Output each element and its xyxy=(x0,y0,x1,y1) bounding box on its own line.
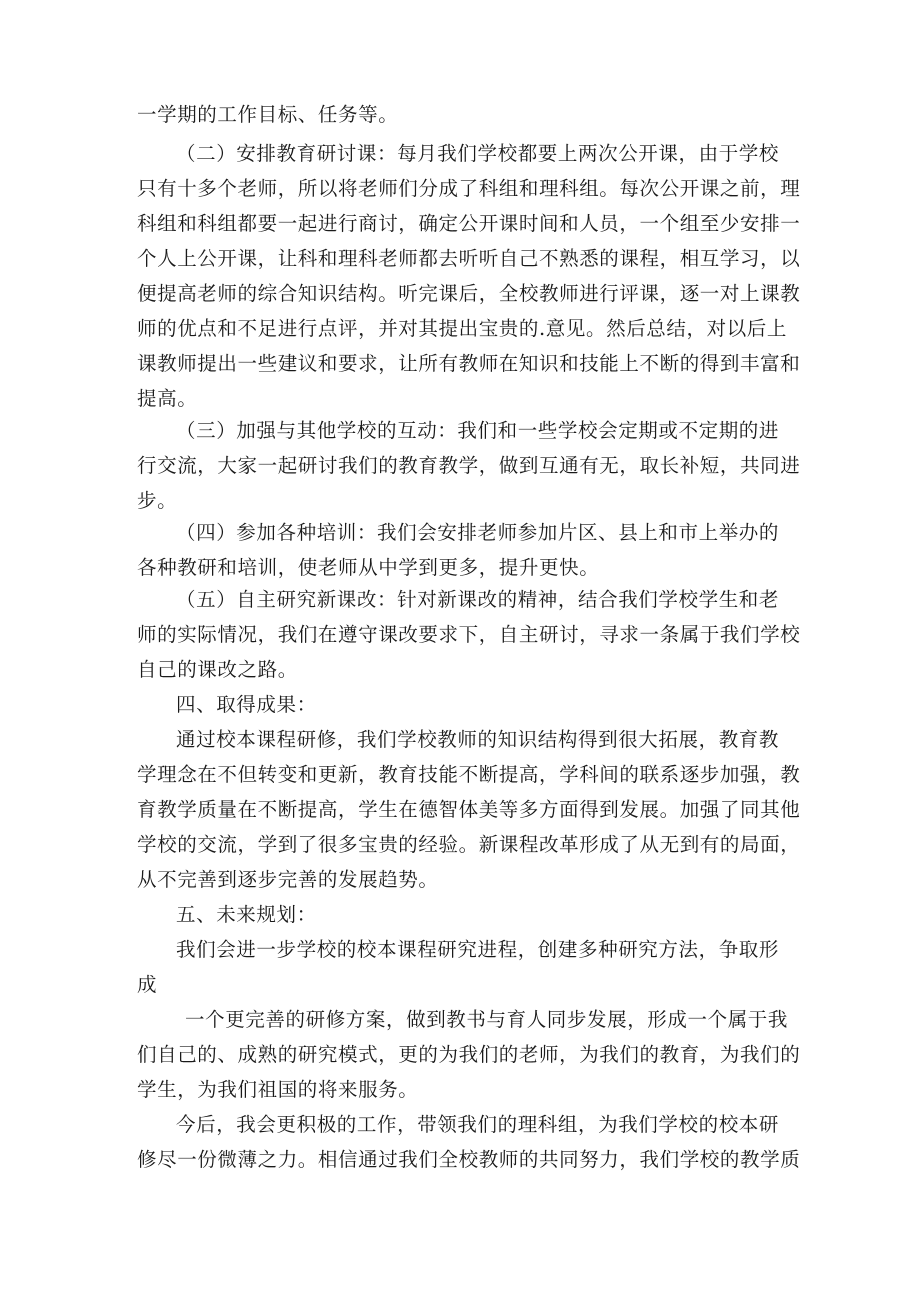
text-line: 我们会进一步学校的校本课程研究进程，创建多种研究方法，争取形 xyxy=(176,938,780,961)
text-line: 只有十多个老师，所以将老师们分成了科组和理科组。每次公开课之前，理 xyxy=(137,177,801,200)
text-line: 各种教研和培训，使老师从中学到更多，提升更快。 xyxy=(137,556,600,579)
text-line: （五）自主研究新课改：针对新课改的精神，结合我们学校学生和老 xyxy=(176,588,780,611)
text-line: 学校的交流，学到了很多宝贵的经验。新课程改革形成了从无到有的局面， xyxy=(137,833,801,856)
text-line: 通过校本课程研修，我们学校教师的知识结构得到很大拓展，教育教 xyxy=(176,728,780,751)
text-line: 课教师提出一些建议和要求，让所有教师在知识和技能上不断的得到丰富和 xyxy=(137,352,801,375)
text-line: 步。 xyxy=(137,489,178,512)
text-line: （四）参加各种培训：我们会安排老师参加片区、县上和市上举办的 xyxy=(176,521,780,544)
section-heading: 四、取得成果： xyxy=(176,693,317,716)
text-line: 学理念在不但转变和更新，教育技能不断提高，学科间的联系逐步加强，教 xyxy=(137,763,801,786)
text-line: 们自己的、成熟的研究模式，更的为我们的老师，为我们的教育，为我们的 xyxy=(137,1043,801,1066)
text-line: 个人上公开课，让科和理科老师都去听听自己不熟悉的课程，相互学习，以 xyxy=(137,247,801,270)
text-line: 师的实际情况，我们在遵守课改要求下，自主研讨，寻求一条属于我们学校 xyxy=(137,623,801,646)
text-line: 育教学质量在不断提高，学生在德智体美等多方面得到发展。加强了同其他 xyxy=(137,798,801,821)
text-line: 提高。 xyxy=(137,387,198,410)
text-line: 科组和科组都要一起进行商讨，确定公开课时间和人员，一个组至少安排一 xyxy=(137,212,801,235)
text-line: 一学期的工作目标、任务等。 xyxy=(137,103,399,126)
text-line: 从不完善到逐步完善的发展趋势。 xyxy=(137,868,439,891)
section-heading: 五、未来规划： xyxy=(176,903,317,926)
text-line: 今后，我会更积极的工作，带领我们的理科组，为我们学校的校本研 xyxy=(176,1113,780,1136)
text-line: 一个更完善的研修方案，做到教书与育人同步发展，形成一个属于我 xyxy=(185,1008,789,1031)
text-line: 便提高老师的综合知识结构。听完课后，全校教师进行评课，逐一对上课教 xyxy=(137,282,801,305)
text-line: 行交流，大家一起研讨我们的教育教学，做到互通有无，取长补短，共同进 xyxy=(137,454,801,477)
text-line: 修尽一份微薄之力。相信通过我们全校教师的共同努力，我们学校的教学质 xyxy=(137,1148,801,1171)
text-line: 师的优点和不足进行点评，并对其提出宝贵的.意见。然后总结，对以后上 xyxy=(137,317,787,340)
text-line: （三）加强与其他学校的互动：我们和一些学校会定期或不定期的进 xyxy=(176,419,780,442)
text-line: 学生，为我们祖国的将来服务。 xyxy=(137,1078,419,1101)
text-line: 成 xyxy=(137,973,158,996)
text-line: 自己的课改之路。 xyxy=(137,658,298,681)
text-line: （二）安排教育研讨课：每月我们学校都要上两次公开课，由于学校 xyxy=(176,142,780,165)
